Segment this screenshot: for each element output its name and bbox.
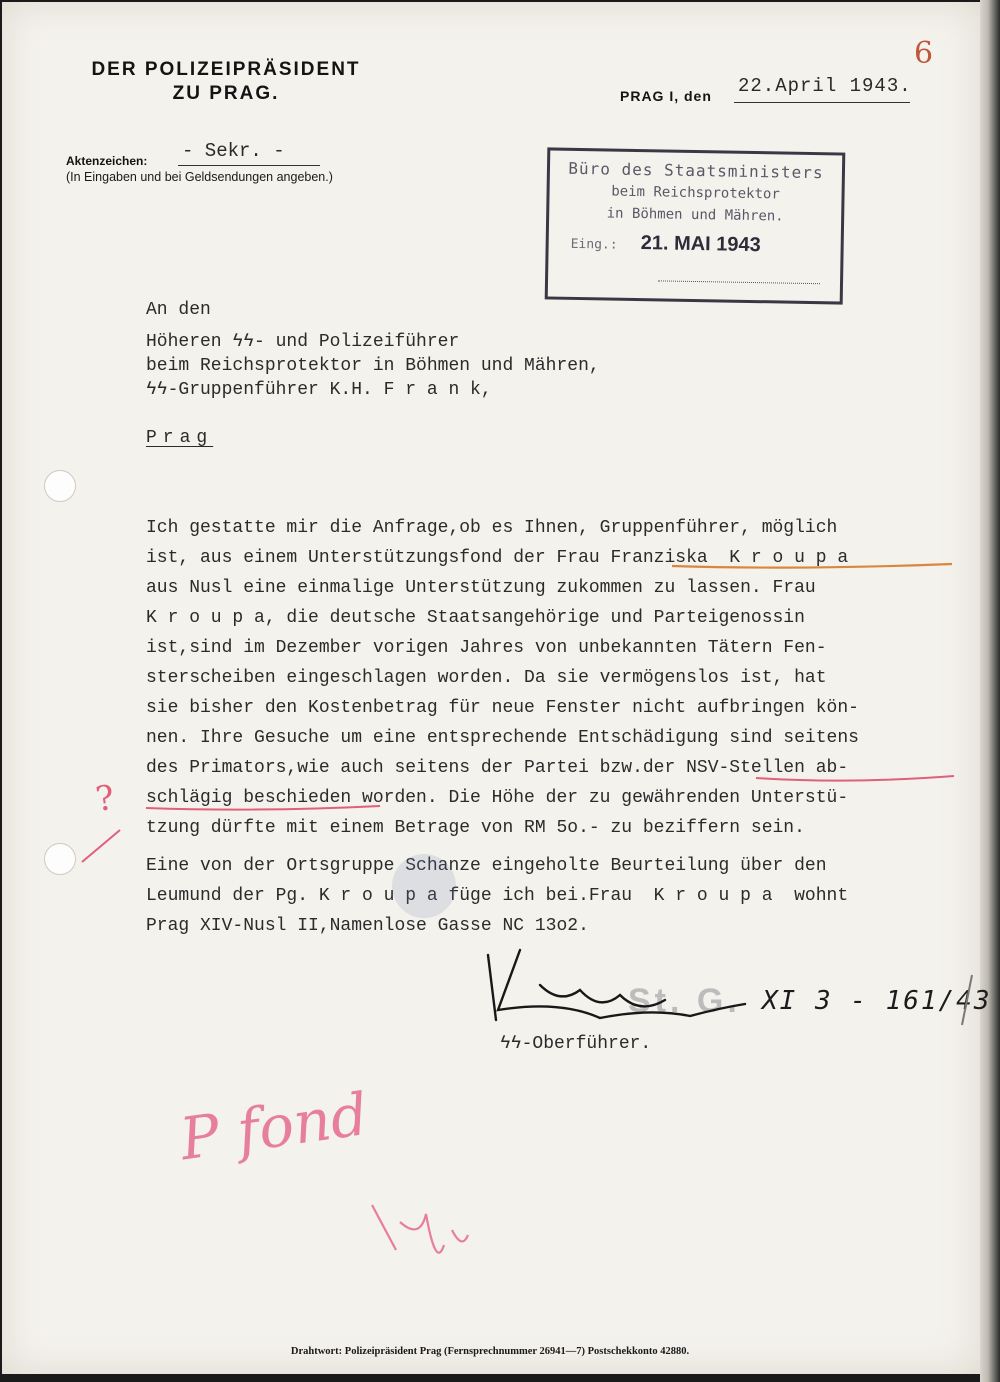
footer-contact: Drahtwort: Polizeipräsident Prag (Fernsprechnummer 26941—7) Postschekkonto 42880. [290,1346,690,1357]
punch-hole-bottom [44,843,76,875]
stamp-line1: Büro des Staatsministers [568,158,824,183]
stamp-date: 21. MAI 1943 [640,232,761,257]
signature-rank: ϟϟ-Oberführer. [500,1034,652,1054]
letter-closing [146,851,962,941]
recipient-line2: Höheren ϟϟ- und Polizeiführer [146,332,460,352]
recipient-line3: beim Reichsprotektor in Böhmen und Mähren, [146,356,600,376]
stamp-line2: beim Reichsprotektor [611,183,780,203]
page-number: 6 [914,36,934,71]
margin-question-mark: ? [93,777,117,820]
punch-hole-top [44,470,76,502]
stamp-line3: in Böhmen und Mähren. [606,205,784,225]
recipient-line1: An den [146,300,211,320]
body-line: sterscheiben eingeschlagen worden. Da sie vermögenslos ist, hat [146,668,827,688]
stamp-dotted-line [658,280,820,284]
body-line: schlägig beschieden worden. Die Höhe der zu gewährenden Unterstü- [146,788,849,808]
received-stamp [545,147,846,304]
letterhead-line1: DER POLIZEIPRÄSIDENT [91,59,361,80]
letter-date: 22.April 1943. [738,75,912,97]
reference-note: (In Eingaben und bei Geldsendungen angeben.) [66,170,333,184]
body-line: ist, aus einem Unterstützungsfond der Frau Franziska K r o u p a [146,548,849,568]
letter-body [146,513,962,843]
body-line: des Primators,wie auch seitens der Partei bzw.der NSV-Stellen ab- [146,758,849,778]
body-line: Ich gestatte mir die Anfrage,ob es Ihnen, Gruppenführer, möglich [146,518,838,538]
closing-line: Eine von der Ortsgruppe Schanze eingeholte Beurteilung über den [146,856,827,876]
body-line: K r o u p a, die deutsche Staatsangehörige und Parteigenossin [146,608,805,628]
closing-line: Leumund der Pg. K r o u p a füge ich bei.Frau K r o u p a wohnt [146,886,849,906]
body-line: tzung dürfte mit einem Betrage von RM 5o.- zu beziffern sein. [146,818,805,838]
recipient-city: Prag [146,428,214,448]
reference-rule [178,165,320,166]
body-line: ist,sind im Dezember vorigen Jahres von unbekannten Tätern Fen- [146,638,827,658]
body-line: sie bisher den Kostenbetrag für neue Fenster nicht aufbringen kön- [146,698,859,718]
page-edge [980,0,1000,1382]
body-line: aus Nusl eine einmalige Unterstützung zukommen zu lassen. Frau [146,578,816,598]
closing-line: Prag XIV-Nusl II,Namenlose Gasse NC 13o2. [146,916,589,936]
body-line: nen. Ihre Gesuche um eine entsprechende Entschädigung sind seitens [146,728,859,748]
date-rule [734,102,910,103]
file-number: XI 3 - 161/43 [762,986,992,1016]
place-label: PRAG I, den [620,88,712,104]
reference-value: - Sekr. - [182,140,285,162]
recipient-address [146,298,600,402]
letterhead-line2: ZU PRAG. [172,83,280,104]
letterhead [66,58,386,106]
stamp-label: Eing.: [570,236,618,253]
file-stamp: St. G. [628,982,741,1020]
reference-label: Aktenzeichen: [66,154,148,168]
recipient-line4: ϟϟ-Gruppenführer K.H. F r a n k, [146,380,492,400]
handwritten-red-note: P fond [175,1079,372,1174]
